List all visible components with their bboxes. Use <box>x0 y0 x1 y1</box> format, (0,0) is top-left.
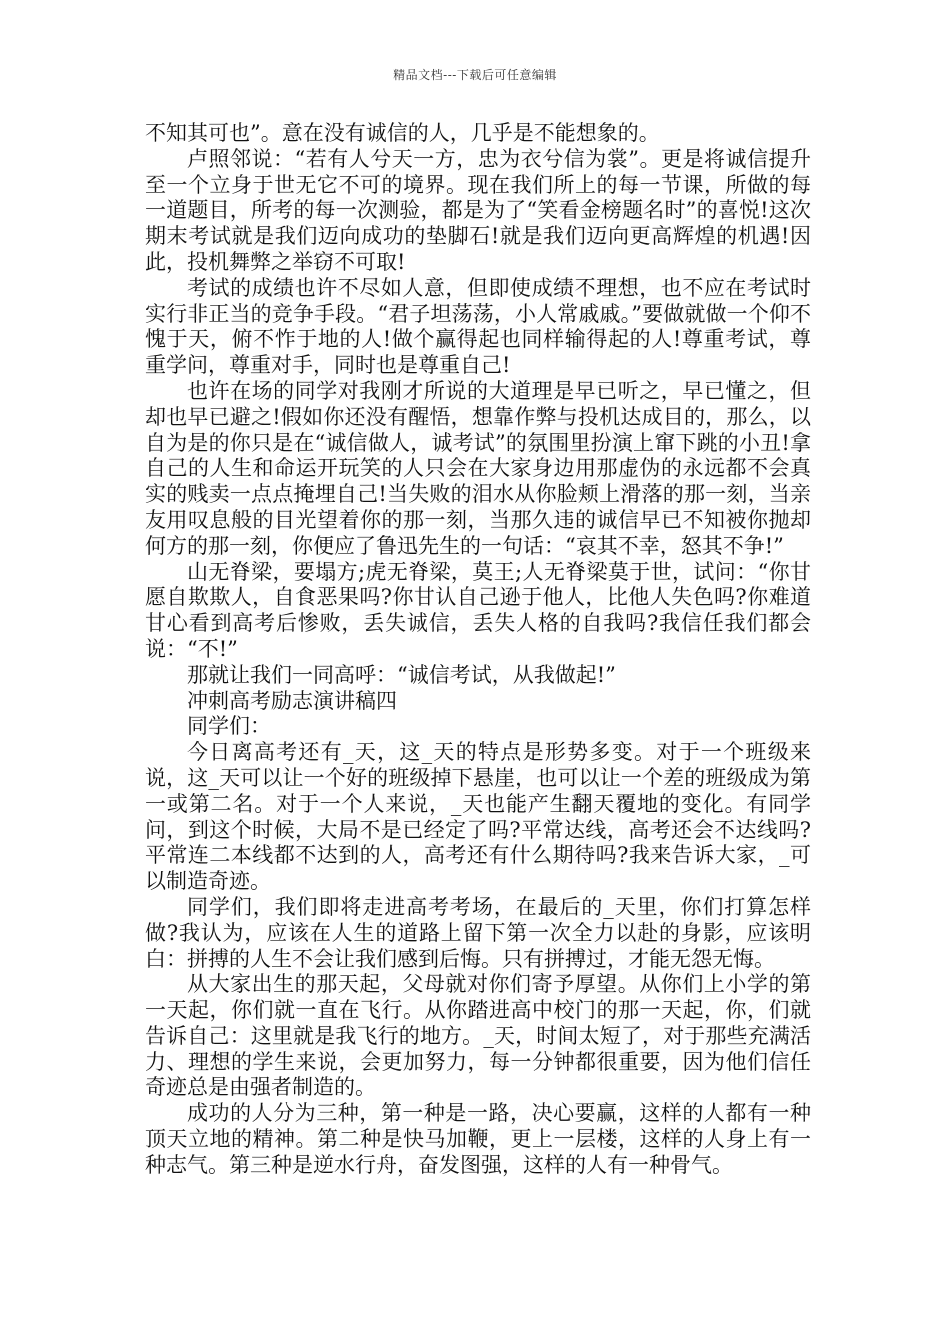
paragraph-4: 也许在场的同学对我刚才所说的大道理是早已听之，早已懂之，但却也早已避之!假如你还没有醒悟，想靠作弊与投机达成目的，那么，以自为是的你只是在“诚信做人，诚考试”的氛围里扮演上窜下跳的小丑!拿自己的人生和命运开玩笑的人只会在大家身边用那虚伪的永远都不会真实的贱卖一点点掩埋自己!当失败的泪水从你脸颊上滑落的那一刻，当亲友用叹息般的目光望着你的那一刻，当那久违的诚信早已不知被你抛却何方的那一刻，你便应了鲁迅先生的一句话：“哀其不幸，怒其不争!” <box>145 378 811 558</box>
section-title: 冲刺高考励志演讲稿四 <box>187 688 397 713</box>
paragraph-10: 同学们，我们即将走进高考考场，在最后的_天里，你们打算怎样做?我认为，应该在人生的道路上留下第一次全力以赴的身影，应该明白：拼搏的人生不会让我们感到后悔。只有拼搏过，才能无怨无悔。 <box>145 894 811 971</box>
document-body <box>145 121 811 1179</box>
paragraph-1: 不知其可也”。意在没有诚信的人，几乎是不能想象的。 <box>145 121 660 145</box>
page-header: 精品文档---下载后可任意编辑 <box>393 68 557 82</box>
salutation: 同学们： <box>187 714 271 739</box>
paragraph-9: 今日离高考还有_天，这_天的特点是形势多变。对于一个班级来说，这_天可以让一个好的班级掉下悬崖，也可以让一个差的班级成为第一或第二名。对于一个人来说，_天也能产生翻天覆地的变化。有同学问，到这个时候，大局不是已经定了吗?平常达线，高考还会不达线吗?平常连二本线都不达到的人，高考还有什么期待吗?我来告诉大家，_可以制造奇迹。 <box>145 740 811 894</box>
paragraph-2: 卢照邻说：“若有人兮天一方，忠为衣兮信为裳”。更是将诚信提升至一个立身于世无它不可的境界。现在我们所上的每一节课，所做的每一道题目，所考的每一次测验，都是为了“笑看金榜题名时”的喜悦!这次期末考试就是我们迈向成功的垫脚石!就是我们迈向更高辉煌的机遇!因此，投机舞弊之举窃不可取! <box>145 146 811 274</box>
paragraph-6: 那就让我们一同高呼：“诚信考试，从我做起!” <box>187 662 616 687</box>
paragraph-12: 成功的人分为三种，第一种是一路，决心要赢，这样的人都有一种顶天立地的精神。第二种是快马加鞭，更上一层楼，这样的人身上有一种志气。第三种是逆水行舟，奋发图强，这样的人有一种骨气。 <box>145 1101 811 1177</box>
paragraph-11: 从大家出生的那天起，父母就对你们寄予厚望。从你们上小学的第一天起，你们就一直在飞行。从你踏进高中校门的那一天起，你，们就告诉自己：这里就是我飞行的地方。_天，时间太短了，对于那些充满活力、理想的学生来说，会更加努力，每一分钟都很重要，因为他们信任奇迹总是由强者制造的。 <box>145 972 811 1100</box>
paragraph-3: 考试的成绩也许不尽如人意，但即使成绩不理想，也不应在考试时实行非正当的竞争手段。“君子坦荡荡，小人常戚戚。”要做就做一个仰不愧于天，俯不怍于地的人!做个赢得起也同样输得起的人!尊重考试，尊重学问，尊重对手，同时也是尊重自己! <box>145 275 811 378</box>
paragraph-5: 山无脊梁，要塌方;虎无脊梁，莫王;人无脊梁莫于世，试问：“你甘愿自欺欺人，自食恶果吗?你甘认自己逊于他人，比他人失色吗?你难道甘心看到高考后惨败，丢失诚信，丢失人格的自我吗?我信任我们都会说：“不!” <box>145 559 811 661</box>
